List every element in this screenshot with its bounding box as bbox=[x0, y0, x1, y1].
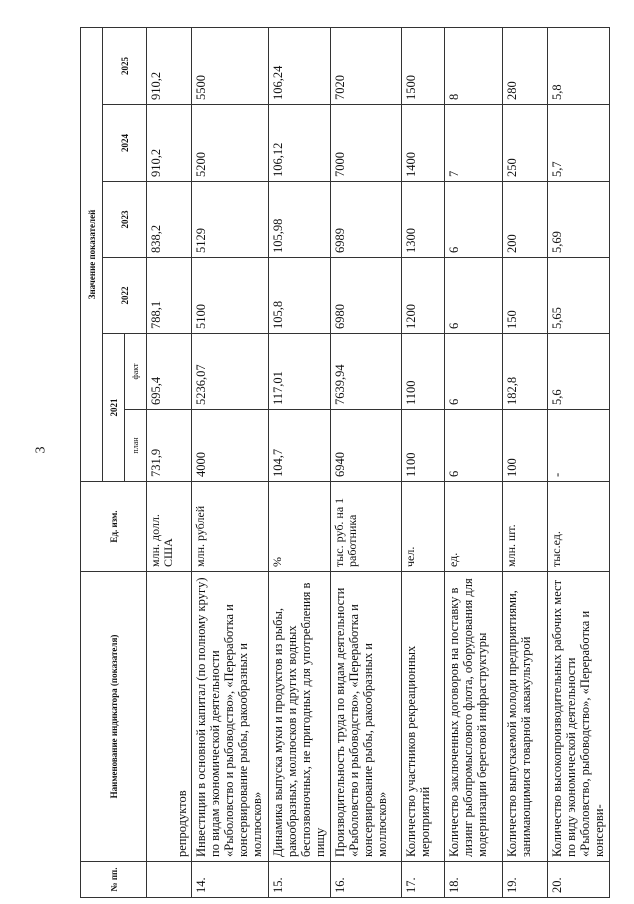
row-unit: ед. bbox=[445, 482, 502, 572]
row-2025: 8 bbox=[445, 28, 502, 105]
header-unit: Ед. изм. bbox=[81, 482, 147, 572]
header-2025: 2025 bbox=[103, 28, 147, 105]
header-num: № пп. bbox=[81, 862, 147, 898]
row-2025: 280 bbox=[502, 28, 547, 105]
table-row bbox=[547, 28, 609, 898]
table-row bbox=[445, 28, 502, 898]
row-unit: тыс.ед. bbox=[547, 482, 609, 572]
row-unit: тыс. руб. на 1 работника bbox=[330, 482, 402, 572]
row-2022: 788,1 bbox=[147, 258, 192, 334]
row-name: Количество высокопроизводительных рабочих мест по виду экономической деятельности «Рыболовство, рыбоводство», «Переработка и консерви- bbox=[547, 572, 609, 862]
row-plan: 6 bbox=[445, 410, 502, 482]
row-2024: 7 bbox=[445, 105, 502, 182]
row-name: Инвестиции в основной капитал (по полному кругу) по видам экономической деятельности «Рыболовство и рыбоводство», «Переработка и консервирование рыбы, ракообразных и моллюсков» bbox=[191, 572, 268, 862]
row-2024: 250 bbox=[502, 105, 547, 182]
row-name: Динамика выпуска муки и продуктов из рыбы, ракообразных, моллюсков и других водных беспозвоночных, не пригодных для употребления в пищу bbox=[268, 572, 330, 862]
row-2025: 5500 bbox=[191, 28, 268, 105]
row-unit: чел. bbox=[402, 482, 445, 572]
row-num: 15. bbox=[268, 862, 330, 898]
row-2022: 5100 bbox=[191, 258, 268, 334]
header-name: Наименование индикатора (показателя) bbox=[81, 572, 147, 862]
header-2024: 2024 bbox=[103, 105, 147, 182]
row-fact: 695,4 bbox=[147, 334, 192, 410]
page-number: 3 bbox=[33, 446, 49, 454]
header-2022: 2022 bbox=[103, 258, 147, 334]
header-fact: факт bbox=[125, 334, 147, 410]
row-plan: 4000 bbox=[191, 410, 268, 482]
row-plan: - bbox=[547, 410, 609, 482]
row-2023: 105,98 bbox=[268, 182, 330, 258]
row-unit: млн. долл. США bbox=[147, 482, 192, 572]
row-num: 18. bbox=[445, 862, 502, 898]
row-name: репродуктов bbox=[147, 572, 192, 862]
header-2021: 2021 bbox=[103, 334, 125, 482]
row-num: 17. bbox=[402, 862, 445, 898]
row-num bbox=[147, 862, 192, 898]
row-2024: 7000 bbox=[330, 105, 402, 182]
row-num: 20. bbox=[547, 862, 609, 898]
row-2024: 5200 bbox=[191, 105, 268, 182]
row-2023: 6989 bbox=[330, 182, 402, 258]
indicators-table-wrapper bbox=[80, 28, 610, 898]
row-2025: 910,2 bbox=[147, 28, 192, 105]
row-plan: 104,7 bbox=[268, 410, 330, 482]
indicators-table bbox=[80, 27, 610, 898]
row-2022: 5,65 bbox=[547, 258, 609, 334]
row-fact: 7639,94 bbox=[330, 334, 402, 410]
table-row bbox=[330, 28, 402, 898]
row-2022: 150 bbox=[502, 258, 547, 334]
row-2023: 5129 bbox=[191, 182, 268, 258]
row-2023: 1300 bbox=[402, 182, 445, 258]
row-2025: 1500 bbox=[402, 28, 445, 105]
row-2025: 7020 bbox=[330, 28, 402, 105]
row-2025: 5,8 bbox=[547, 28, 609, 105]
row-2022: 105,8 bbox=[268, 258, 330, 334]
row-fact: 182,8 bbox=[502, 334, 547, 410]
row-fact: 5,6 bbox=[547, 334, 609, 410]
row-2023: 5,69 bbox=[547, 182, 609, 258]
header-row-1 bbox=[81, 28, 103, 898]
row-name: Количество участников рекреационных мероприятий bbox=[402, 572, 445, 862]
row-2023: 6 bbox=[445, 182, 502, 258]
row-num: 14. bbox=[191, 862, 268, 898]
row-name: Количество выпускаемой молоди предприятиями, занимающимися товарной аквакультурой bbox=[502, 572, 547, 862]
row-plan: 100 bbox=[502, 410, 547, 482]
row-2024: 106,12 bbox=[268, 105, 330, 182]
row-name: Производительность труда по видам деятельности «Рыболовство и рыбоводство», «Переработка и консервирование рыбы, ракообразных и моллюсков» bbox=[330, 572, 402, 862]
row-plan: 1100 bbox=[402, 410, 445, 482]
table-row bbox=[191, 28, 268, 898]
row-unit: % bbox=[268, 482, 330, 572]
row-2024: 910,2 bbox=[147, 105, 192, 182]
row-fact: 5236,07 bbox=[191, 334, 268, 410]
row-num: 19. bbox=[502, 862, 547, 898]
row-name: Количество заключенных договоров на поставку в лизинг рыбопромыслового флота, оборудования для модернизации береговой инфраструктуры bbox=[445, 572, 502, 862]
row-plan: 6940 bbox=[330, 410, 402, 482]
table-row bbox=[402, 28, 445, 898]
row-unit: млн. рублей bbox=[191, 482, 268, 572]
row-num: 16. bbox=[330, 862, 402, 898]
row-2024: 5,7 bbox=[547, 105, 609, 182]
row-2024: 1400 bbox=[402, 105, 445, 182]
row-fact: 6 bbox=[445, 334, 502, 410]
table-row bbox=[147, 28, 192, 898]
row-2022: 6 bbox=[445, 258, 502, 334]
row-2023: 838,2 bbox=[147, 182, 192, 258]
row-fact: 117,01 bbox=[268, 334, 330, 410]
table-row bbox=[268, 28, 330, 898]
row-fact: 1100 bbox=[402, 334, 445, 410]
row-plan: 731,9 bbox=[147, 410, 192, 482]
header-2023: 2023 bbox=[103, 182, 147, 258]
row-2025: 106,24 bbox=[268, 28, 330, 105]
table-row bbox=[502, 28, 547, 898]
header-values: Значение показателей bbox=[81, 28, 103, 482]
row-2023: 200 bbox=[502, 182, 547, 258]
header-plan: план bbox=[125, 410, 147, 482]
row-2022: 1200 bbox=[402, 258, 445, 334]
row-unit: млн. шт. bbox=[502, 482, 547, 572]
row-2022: 6980 bbox=[330, 258, 402, 334]
